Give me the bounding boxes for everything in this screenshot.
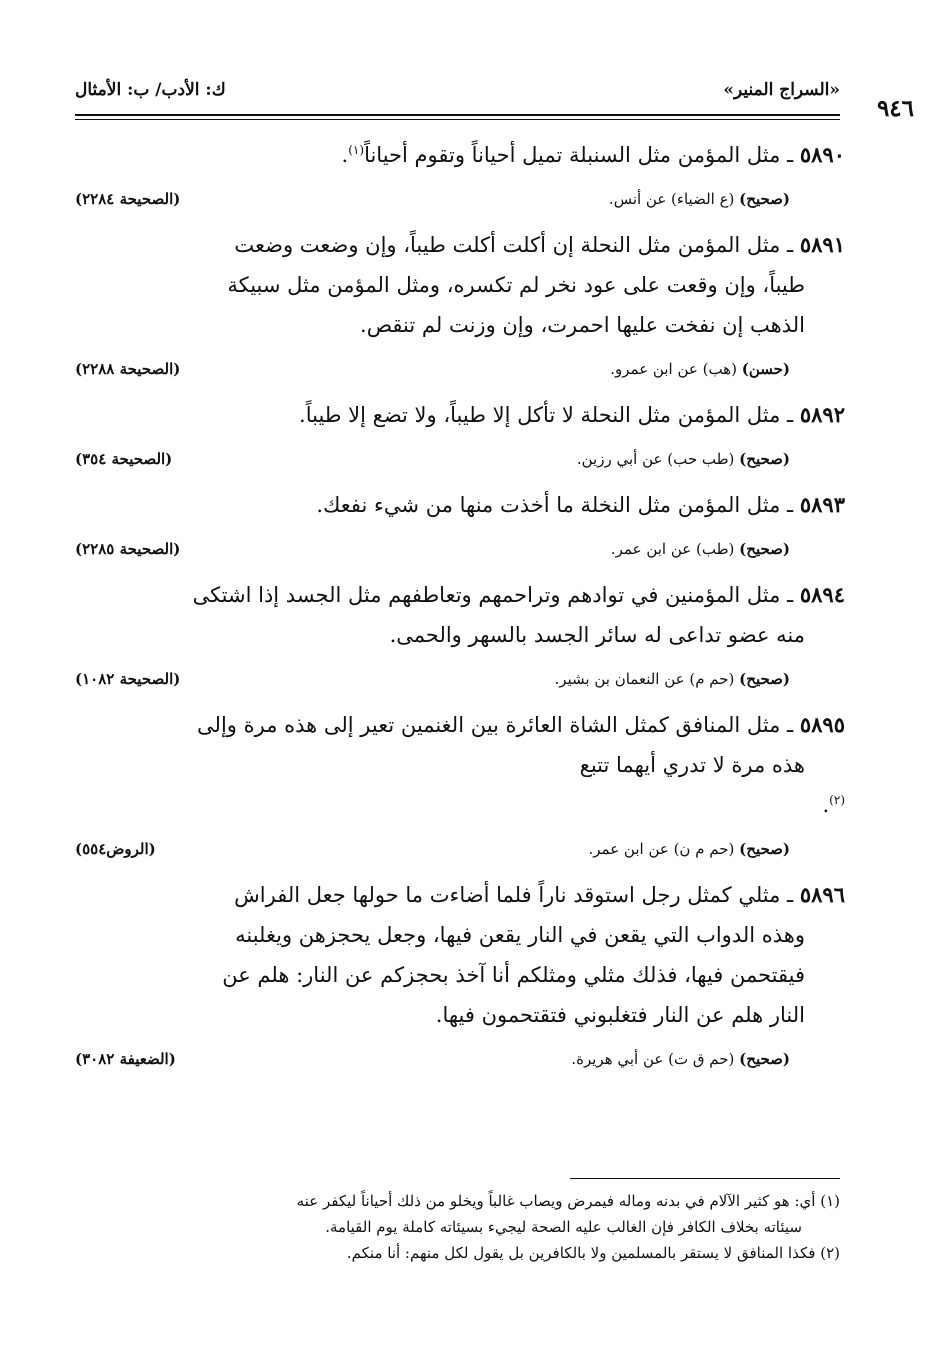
hadith-citation: (الضعيفة ٣٠٨٢)	[75, 1050, 176, 1068]
footnote-line: فكذا المنافق لا يستقر بالمسلمين ولا بالكافرين بل يقول لكل منهم: أنا منكم.	[346, 1244, 816, 1262]
hadith-text: ٥٨٩٥ ـ مثل المنافق كمثل الشاة العائرة بين الغنمين تعير إلى هذه مرة وإلى هذه مرة لا تدري أيهما تتبع $^{(٢)}$.	[75, 705, 845, 825]
hadith-reference	[75, 187, 845, 211]
hadith-list	[75, 135, 845, 1085]
hadith-citation: (الصحيحة ٢٢٨٥)	[75, 540, 181, 558]
hadith-reference	[75, 357, 845, 381]
hadith-line: طيباً، وإن وقعت على عود نخر لم تكسره، ومثل المؤمن مثل سبيكة	[227, 273, 805, 297]
hadith-grade: (صحيح)	[739, 190, 790, 208]
hadith-line: مثل المؤمن مثل النخلة ما أخذت منها من شيء نفعك.	[316, 493, 781, 517]
running-header	[75, 80, 840, 110]
footnote-list	[75, 1188, 840, 1266]
footnote-line: أي: هو كثير الآلام في بدنه وماله فيمرض ويصاب غالباً ويخلو من ذلك أحياناً ليكفر عنه	[296, 1192, 816, 1210]
hadith-line: مثل المؤمن مثل النحلة إن أكلت أكلت طيباً، وإن وضعت وضعت	[234, 233, 781, 257]
page-number: ٩٤٦	[876, 95, 914, 122]
hadith-number: ٥٨٩٤	[799, 582, 845, 607]
hadith-citation: (الصحيحة ٢٢٨٨)	[75, 360, 181, 378]
hadith-reference	[75, 667, 845, 691]
hadith-reference	[75, 537, 845, 561]
footnote-marker: (٢)	[829, 793, 845, 807]
hadith-grade: (حسن)	[741, 360, 790, 378]
hadith-text: ٥٨٩٣ ـ مثل المؤمن مثل النخلة ما أخذت منها من شيء نفعك.	[316, 492, 845, 517]
hadith-narrator: (حم م ن) عن ابن عمر.	[588, 840, 735, 858]
hadith-line: مثل المؤمن مثل السنبلة تميل أحياناً وتقوم أحياناً	[364, 143, 781, 167]
hadith-narrator: (ع الضياء) عن أنس.	[608, 190, 735, 208]
hadith-line: هذه مرة لا تدري أيهما تتبع	[579, 753, 805, 777]
hadith-tail: .	[822, 793, 830, 817]
hadith-citation: (الصحيحة ١٠٨٢)	[75, 670, 181, 688]
hadith-grade: (صحيح)	[739, 670, 790, 688]
hadith-narrator: (حم ق ت) عن أبي هريرة.	[571, 1050, 735, 1068]
footnote-mark: (١)	[820, 1192, 840, 1210]
hadith-text: ٥٨٩٦ ـ مثلي كمثل رجل استوقد ناراً فلما أضاءت ما حولها جعل الفراش وهذه الدواب التي يقعن في النار يقعن فيها، وجعل يحجزهن ويغلبنه فيقتحمن فيها، فذلك مثلي ومثلكم أنا آخذ بحجزكم عن النار: هلم عن النار هلم عن النار فتغلبوني فتقتحمون فيها.	[75, 875, 845, 1035]
hadith-grade: (صحيح)	[739, 450, 790, 468]
hadith-narrator: (طب حب) عن أبي رزين.	[576, 450, 735, 468]
footnote-mark: (٢)	[820, 1244, 840, 1262]
hadith-line: فيقتحمن فيها، فذلك مثلي ومثلكم أنا آخذ بحجزكم عن النار: هلم عن	[222, 963, 805, 987]
hadith-narrator: (طب) عن ابن عمر.	[610, 540, 735, 558]
hadith-grade: (صحيح)	[739, 1050, 790, 1068]
hadith-line: مثل المنافق كمثل الشاة العائرة بين الغنمين تعير إلى هذه مرة وإلى	[197, 713, 781, 737]
hadith-line: مثل المؤمنين في توادهم وتراحمهم وتعاطفهم مثل الجسد إذا اشتكى	[192, 583, 781, 607]
footnote	[75, 1188, 840, 1240]
hadith-narrator: (حم م) عن النعمان بن بشير.	[554, 670, 735, 688]
hadith-number: ٥٨٩٠	[799, 142, 845, 167]
hadith-line: النار هلم عن النار فتغلبوني فتقتحمون فيها.	[435, 1003, 805, 1027]
hadith-source	[610, 357, 790, 381]
section-title: ك: الأدب/ ب: الأمثال	[75, 80, 226, 100]
hadith-reference	[75, 447, 845, 471]
book-title: «السراج المنير»	[723, 80, 840, 100]
footnote-marker: (١)	[348, 143, 365, 157]
hadith-grade: (صحيح)	[739, 840, 790, 858]
hadith-reference	[75, 837, 845, 861]
hadith-number: ٥٨٩٢	[799, 402, 845, 427]
hadith-source	[609, 187, 790, 211]
hadith-line: مثلي كمثل رجل استوقد ناراً فلما أضاءت ما حولها جعل الفراش	[234, 883, 781, 907]
hadith-tail: .	[341, 143, 349, 167]
hadith-line: الذهب إن نفخت عليها احمرت، وإن وزنت لم تنقص.	[360, 313, 805, 337]
footnote-rule	[570, 1178, 840, 1179]
hadith-number: ٥٨٩٦	[799, 882, 845, 907]
header-rule	[75, 114, 840, 116]
hadith-line: منه عضو تداعى له سائر الجسد بالسهر والحمى.	[389, 623, 805, 647]
hadith-narrator: (هب) عن ابن عمرو.	[610, 360, 737, 378]
hadith-line: وهذه الدواب التي يقعن في النار يقعن فيها، وجعل يحجزهن ويغلبنه	[235, 923, 805, 947]
hadith-source	[577, 447, 790, 471]
hadith-citation: (الصحيحة ٢٢٨٤)	[75, 190, 181, 208]
hadith-reference	[75, 1047, 845, 1071]
hadith-number: ٥٨٩٥	[799, 712, 845, 737]
hadith-text: ٥٨٩١ ـ مثل المؤمن مثل النحلة إن أكلت أكلت طيباً، وإن وضعت وضعت طيباً، وإن وقعت على عود نخر لم تكسره، ومثل المؤمن مثل سبيكة الذهب إن نفخت عليها احمرت، وإن وزنت لم تنقص.	[75, 225, 845, 345]
hadith-citation: (الصحيحة ٣٥٤)	[75, 450, 173, 468]
hadith-text: ٥٨٩٠ ـ مثل المؤمن مثل السنبلة تميل أحياناً وتقوم أحياناً$^{(١)}$.	[341, 142, 845, 167]
footnote-line: سيئاته بخلاف الكافر فإن الغالب عليه الصحة ليجيء بسيئاته كاملة يوم القيامة.	[325, 1218, 802, 1236]
hadith-line: مثل المؤمن مثل النحلة لا تأكل إلا طيباً، ولا تضع إلا طيباً.	[299, 403, 781, 427]
header-rule-thin	[75, 119, 840, 120]
hadith-text: ٥٨٩٢ ـ مثل المؤمن مثل النحلة لا تأكل إلا طيباً، ولا تضع إلا طيباً.	[299, 402, 845, 427]
hadith-number: ٥٨٩٣	[799, 492, 845, 517]
hadith-source	[588, 837, 790, 861]
footnote	[75, 1240, 840, 1266]
hadith-number: ٥٨٩١	[799, 232, 845, 257]
hadith-text: ٥٨٩٤ ـ مثل المؤمنين في توادهم وتراحمهم وتعاطفهم مثل الجسد إذا اشتكى منه عضو تداعى له سائر الجسد بالسهر والحمى.	[75, 575, 845, 655]
hadith-citation: (الروض٥٥٤)	[75, 840, 156, 858]
hadith-source	[571, 1047, 790, 1071]
hadith-grade: (صحيح)	[739, 540, 790, 558]
hadith-source	[611, 537, 790, 561]
hadith-source	[554, 667, 790, 691]
